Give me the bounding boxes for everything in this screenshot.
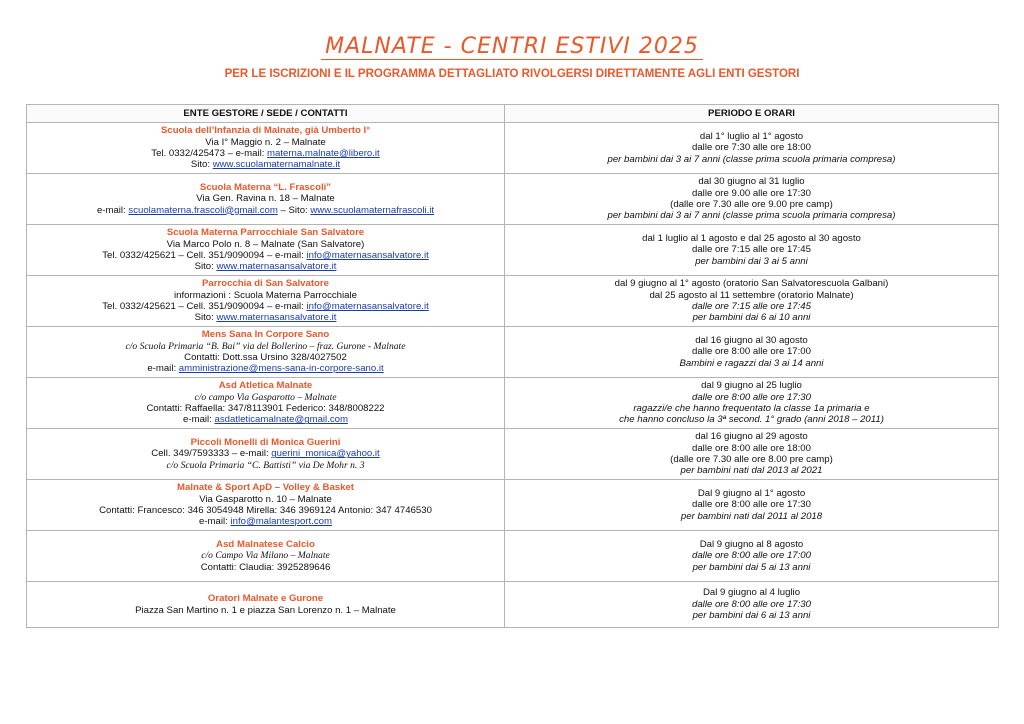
period-target: per bambini dai 5 ai 13 anni bbox=[692, 561, 811, 573]
header-periodo-orari: PERIODO E ORARI bbox=[505, 105, 999, 123]
ente-email: e-mail: info@malantesport.com bbox=[199, 516, 332, 528]
ente-site: Sito: www.maternasansalvatore.it bbox=[194, 261, 337, 273]
period-dates: dal 9 giugno al 1° agosto (oratorio San Salvatorescuola Galbani) bbox=[614, 278, 889, 290]
ente-contacts: Contatti: Claudia: 3925289646 bbox=[200, 561, 331, 573]
ente-name: Oratori Malnate e Gurone bbox=[207, 593, 324, 605]
ente-cell bbox=[27, 378, 505, 429]
ente-contacts: Contatti: Dott.ssa Ursino 328/4027502 bbox=[184, 352, 347, 363]
ente-name: Malnate & Sport ApD – Volley & Basket bbox=[177, 482, 354, 494]
ente-name: Mens Sana In Corpore Sano bbox=[201, 329, 330, 341]
table-header-row bbox=[27, 105, 999, 123]
email-link[interactable]: info@malantesport.com bbox=[230, 516, 332, 528]
periodo-cell bbox=[505, 582, 999, 628]
ente-address: Via I° Maggio n. 2 – Malnate bbox=[205, 136, 326, 148]
period-precamp: (dalle ore 7.30 alle ore 8.00 pre camp) bbox=[670, 454, 833, 465]
periodo-cell bbox=[505, 531, 999, 582]
ente-name: Scuola Materna Parrocchiale San Salvatore bbox=[166, 227, 365, 239]
period-target: per bambini dai 3 ai 5 anni bbox=[695, 255, 808, 267]
period-dates: Dal 9 giugno al 8 agosto bbox=[699, 538, 804, 550]
table-row bbox=[27, 327, 999, 378]
email-link[interactable]: info@maternasansalvatore.it bbox=[306, 301, 429, 312]
period-dates: Dal 9 giugno al 4 luglio bbox=[702, 587, 801, 599]
period-target: per bambini dai 3 ai 7 anni (classe prima scuola primaria compresa) bbox=[607, 210, 896, 222]
centri-estivi-table bbox=[26, 104, 999, 628]
email-link[interactable]: info@maternasansalvatore.it bbox=[306, 250, 429, 261]
table-row bbox=[27, 276, 999, 327]
ente-name: Asd Malnatese Calcio bbox=[216, 538, 315, 550]
email-link[interactable]: amministrazione@mens-sana-in-corpore-sano.it bbox=[178, 363, 384, 375]
period-hours: dalle ore 7:15 alle ore 17:45 bbox=[692, 244, 811, 256]
ente-address: Via Gen. Ravina n. 18 – Malnate bbox=[196, 193, 335, 205]
ente-contacts: Contatti: Francesco: 346 3054948 Mirella: 346 3969124 Antonio: 347 4746530 bbox=[99, 505, 432, 516]
page-subtitle: PER LE ISCRIZIONI E IL PROGRAMMA DETTAGLIATO RIVOLGERSI DIRETTAMENTE AGLI ENTI GESTORI bbox=[224, 68, 800, 80]
period-dates-2: dal 25 agosto al 11 settembre (oratorio Malnate) bbox=[649, 289, 854, 301]
table-row bbox=[27, 378, 999, 429]
periodo-cell bbox=[505, 378, 999, 429]
email-link[interactable]: scuolamaterna.frascoli@gmail.com bbox=[128, 204, 278, 216]
ente-email: e-mail: amministrazione@mens-sana-in-corpore-sano.it bbox=[147, 363, 384, 375]
ente-name: Parrocchia di San Salvatore bbox=[202, 278, 329, 290]
ente-contacts: Tel. 0332/425621 – Cell. 351/9090094 – e-mail: info@maternasansalvatore.it bbox=[102, 250, 429, 261]
ente-info: informazioni : Scuola Materna Parrocchiale bbox=[174, 289, 357, 301]
period-dates: dal 16 giugno al 30 agosto bbox=[695, 334, 808, 346]
table-row bbox=[27, 480, 999, 531]
ente-address: Via Gasparotto n. 10 – Malnate bbox=[199, 493, 332, 505]
period-dates: dal 16 giugno al 29 agosto bbox=[695, 431, 808, 443]
table-row bbox=[27, 531, 999, 582]
ente-cell bbox=[27, 276, 505, 327]
table-row bbox=[27, 225, 999, 276]
period-dates: Dal 9 giugno al 1° agosto bbox=[697, 487, 806, 499]
period-hours: dalle ore 7:30 alle ore 18:00 bbox=[692, 142, 811, 154]
period-hours: dalle ore 8:00 alle ore 17:30 bbox=[692, 598, 811, 610]
website-link[interactable]: www.scuolamaternafrascoli.it bbox=[310, 204, 435, 216]
table-row bbox=[27, 174, 999, 225]
ente-cell bbox=[27, 582, 505, 628]
period-dates: dal 30 giugno al 31 luglio bbox=[698, 176, 805, 188]
ente-email: e-mail: asdatleticamalnate@gmail.com bbox=[183, 414, 348, 426]
ente-address: Piazza San Martino n. 1 e piazza San Lorenzo n. 1 – Malnate bbox=[135, 604, 396, 616]
period-dates: dal 9 giugno al 25 luglio bbox=[701, 380, 802, 392]
periodo-cell bbox=[505, 174, 999, 225]
ente-cell bbox=[27, 327, 505, 378]
ente-cell bbox=[27, 174, 505, 225]
period-hours: dalle ore 8:00 alle ore 17:30 bbox=[692, 391, 811, 403]
ente-cell bbox=[27, 123, 505, 174]
table-row bbox=[27, 582, 999, 628]
ente-cell bbox=[27, 480, 505, 531]
ente-cell bbox=[27, 531, 505, 582]
ente-contacts: Contatti: Raffaella: 347/8113901 Federico: 348/8008222 bbox=[146, 403, 385, 414]
period-hours: dalle ore 8:00 alle ore 17:00 bbox=[692, 550, 811, 562]
ente-contacts: Tel. 0332/425473 – e-mail: materna.malnate@libero.it bbox=[151, 148, 380, 159]
period-target: per bambini dai 3 ai 7 anni (classe prima scuola primaria compresa) bbox=[607, 153, 896, 165]
email-link[interactable]: materna.malnate@libero.it bbox=[267, 148, 380, 159]
ente-site: Sito: www.maternasansalvatore.it bbox=[194, 312, 337, 324]
ente-name: Scuola Materna “L. Frascoli” bbox=[199, 181, 332, 193]
table-row bbox=[27, 123, 999, 174]
ente-address: c/o campo Via Gasparotto – Malnate bbox=[194, 391, 337, 403]
periodo-cell bbox=[505, 276, 999, 327]
header-ente-gestore: ENTE GESTORE / SEDE / CONTATTI bbox=[27, 105, 505, 123]
periodo-cell bbox=[505, 327, 999, 378]
period-target: ragazzi/e che hanno frequentato la classe 1a primaria e bbox=[633, 403, 870, 414]
ente-name: Piccoli Monelli di Monica Guerini bbox=[190, 436, 341, 448]
period-target-2: che hanno concluso la 3ª second. 1° grado (anni 2018 – 2011) bbox=[619, 414, 884, 426]
table-row bbox=[27, 429, 999, 480]
ente-address: c/o Scuola Primaria “B. Bai” via del Bollerino – fraz. Gurone - Malnate bbox=[125, 340, 406, 352]
email-link[interactable]: guerini_monica@yahoo.it bbox=[271, 448, 380, 460]
period-target: per bambini nati dal 2013 al 2021 bbox=[680, 465, 823, 477]
period-target: per bambini nati dal 2011 al 2018 bbox=[680, 510, 823, 522]
ente-address: c/o Campo Via Milano – Malnate bbox=[201, 550, 330, 562]
website-link[interactable]: www.maternasansalvatore.it bbox=[216, 261, 337, 273]
period-precamp: (dalle ore 7.30 alle ore 9.00 pre camp) bbox=[670, 199, 833, 210]
ente-site: Sito: www.scuolamaternamalnate.it bbox=[190, 159, 341, 171]
ente-address: Via Marco Polo n. 8 – Malnate (San Salvatore) bbox=[166, 238, 365, 250]
period-target: Bambini e ragazzi dai 3 ai 14 anni bbox=[679, 357, 824, 369]
ente-name: Asd Atletica Malnate bbox=[218, 380, 313, 392]
ente-address: c/o Scuola Primaria “C. Battisti” via De Mohr n. 3 bbox=[166, 459, 365, 471]
periodo-cell bbox=[505, 225, 999, 276]
period-hours: dalle ore 8:00 alle ore 17:00 bbox=[692, 346, 811, 358]
period-target: per bambini dai 6 ai 10 anni bbox=[692, 312, 811, 324]
period-target: per bambini dai 6 ai 13 anni bbox=[692, 610, 811, 622]
period-dates: dal 1 luglio al 1 agosto e dal 25 agosto al 30 agosto bbox=[642, 232, 861, 244]
period-hours: dalle ore 9.00 alle ore 17:30 bbox=[692, 187, 811, 199]
period-hours: dalle ore 8:00 alle ore 18:00 bbox=[692, 442, 811, 454]
ente-name: Scuola dell’Infanzia di Malnate, già Umberto I° bbox=[160, 125, 371, 137]
ente-cell bbox=[27, 225, 505, 276]
website-link[interactable]: www.scuolamaternamalnate.it bbox=[212, 159, 341, 171]
ente-contacts: Tel. 0332/425621 – Cell. 351/9090094 – e-mail: info@maternasansalvatore.it bbox=[102, 301, 429, 312]
website-link[interactable]: www.maternasansalvatore.it bbox=[216, 312, 337, 324]
period-hours: dalle ore 8:00 alle ore 17:30 bbox=[692, 499, 811, 511]
period-dates: dal 1° luglio al 1° agosto bbox=[699, 130, 804, 142]
periodo-cell bbox=[505, 123, 999, 174]
page-title: MALNATE - CENTRI ESTIVI 2025 bbox=[0, 34, 1024, 59]
period-hours: dalle ore 7:15 alle ore 17:45 bbox=[692, 301, 811, 312]
ente-cell bbox=[27, 429, 505, 480]
ente-contacts: Cell. 349/7593333 – e-mail: guerini_monica@yahoo.it bbox=[151, 448, 380, 460]
periodo-cell bbox=[505, 480, 999, 531]
ente-contacts: e-mail: scuolamaterna.frascoli@gmail.com – Sito: www.scuolamaternafrascoli.it bbox=[96, 204, 435, 216]
email-link[interactable]: asdatleticamalnate@gmail.com bbox=[214, 414, 348, 426]
periodo-cell bbox=[505, 429, 999, 480]
